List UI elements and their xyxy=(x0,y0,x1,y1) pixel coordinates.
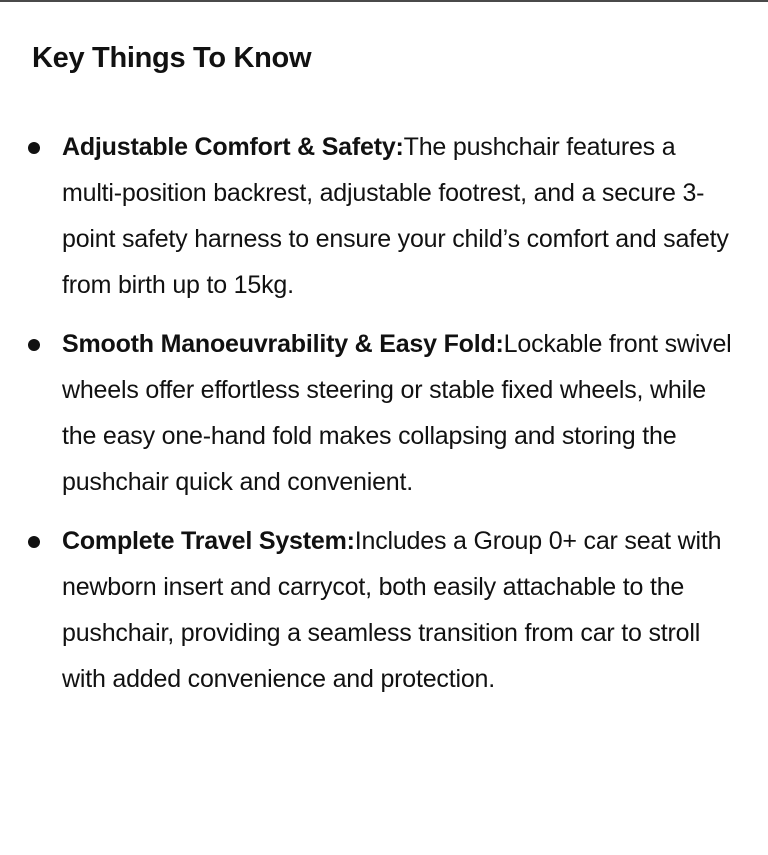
feature-list xyxy=(0,124,768,715)
feature-description: Lockable front swivel wheels offer effortless steering or stable fixed wheels, while the easy one-hand fold makes collapsing and storing the pushchair quick and convenient. xyxy=(62,330,732,496)
section-heading: Key Things To Know xyxy=(32,42,312,74)
key-things-panel xyxy=(0,2,768,855)
feature-title: Complete Travel System: xyxy=(62,527,355,555)
feature-description: Includes a Group 0+ car seat with newborn insert and carrycot, both easily attachable to the pushchair, providing a seamless transition from car to stroll with added convenience and protection. xyxy=(62,527,722,693)
bullet-icon xyxy=(28,536,40,548)
feature-title: Adjustable Comfort & Safety: xyxy=(62,133,404,161)
feature-item-travel-system xyxy=(0,518,768,702)
feature-title: Smooth Manoeuvrability & Easy Fold: xyxy=(62,330,504,358)
feature-item-manoeuvrability-fold xyxy=(0,321,768,505)
bullet-icon xyxy=(28,142,40,154)
bullet-icon xyxy=(28,339,40,351)
feature-description: The pushchair features a multi-position backrest, adjustable footrest, and a secure 3-point safety harness to ensure your child’s comfort and safety from birth up to 15kg. xyxy=(62,133,729,299)
feature-item-comfort-safety xyxy=(0,124,768,308)
